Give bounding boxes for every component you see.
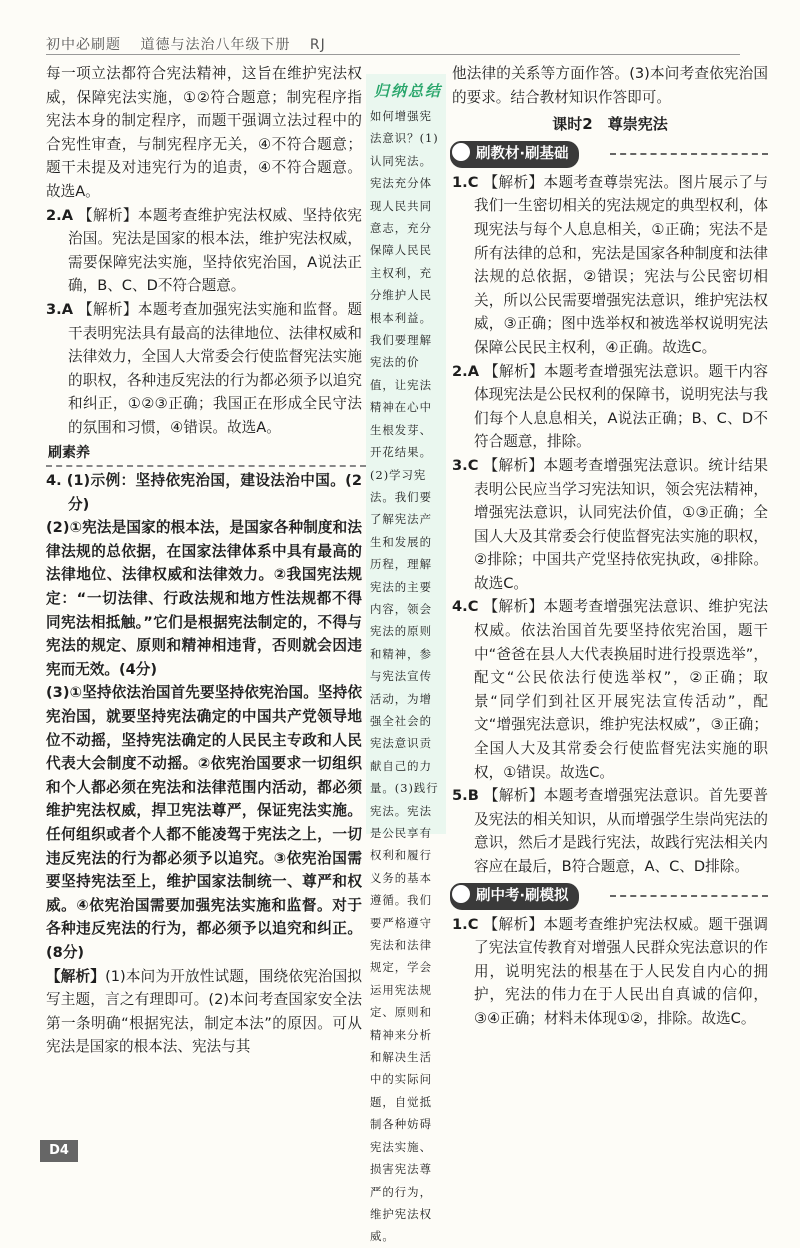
answer-item-3 [46, 298, 362, 440]
answer-item-2 [46, 204, 362, 298]
analysis-text: 本题考查加强宪法实施和监督。题干表明宪法具有最高的法律地位、法律权威和法律效力，全国人大常委会行使监督宪法实施的职权，各种违反宪法的行为都必须予以追究和纠正，①②③正确；我国正在形成全民守法的氛围和习惯，④错误。故选A。 [68, 300, 362, 436]
right-column [452, 62, 768, 1031]
analysis-tag: 【解析】 [78, 300, 138, 318]
item-answer: C [467, 173, 479, 191]
item-answer: C [467, 915, 479, 933]
analysis-text: 本题考查增强宪法意识。题干内容体现宪法是公民权利的保障书，说明宪法与我们每个人息息相关，A说法正确；B、C、D不符合题意，排除。 [474, 362, 768, 451]
analysis-tag: 【解析】 [484, 362, 544, 380]
answer-item-2 [452, 360, 768, 454]
summary-sidebar [366, 74, 446, 1244]
answer-item-4 [452, 595, 768, 784]
sidebar-text: 如何增强宪法意识？(1)认同宪法。宪法充分体现人民共同意志，充分保障人民民主权利，充分维护人民根本利益。我们要理解宪法的价值，让宪法精神在心中生根发芽、开花结果。(2)学习宪法。我们要了解宪法产生和发展的历程，理解宪法的主要内容，领会宪法的原则和精神，参与宪法宣传活动，为增强全社会的宪法意识贡献自己的力量。(3)践行宪法。宪法是公民享有权利和履行义务的基本遵循。我们要严格遵守宪法和法律规定，学会运用宪法规定、原则和精神来分析和解决生活中的实际问题，自觉抵制各种妨碍宪法实施、损害宪法尊严的行为，维护宪法权威。 [370, 109, 439, 1244]
analysis-tag: 【解析】 [483, 456, 544, 474]
banner-dash [610, 895, 768, 897]
running-header [46, 34, 740, 56]
analysis-tag: 【解析】 [78, 206, 138, 224]
item-number: 3. [46, 300, 62, 318]
analysis-tag: 【解析】 [483, 787, 544, 805]
item-number: 2. [46, 206, 62, 224]
lesson-title: 课时2 尊崇宪法 [552, 115, 668, 134]
continued-text: 他法律的关系等方面作答。(3)本问考查依宪治国的要求。结合教材知识作答即可。 [452, 65, 768, 106]
answer-4-analysis [46, 965, 362, 1059]
answer-item-1 [452, 171, 768, 360]
analysis-tag: 【解析】 [483, 173, 544, 191]
answer-item-1 [452, 913, 768, 1031]
section-label-literacy: 刷素养 [46, 442, 366, 468]
analysis-text: 本题考查增强宪法意识。首先要普及宪法的相关知识，从而增强学生崇尚宪法的意识，然后才是践行宪法，故践行宪法相关内容应在最后，B符合题意，A、C、D排除。 [474, 787, 768, 875]
item-number: 1. [452, 915, 468, 933]
analysis-tag: 【解析】 [483, 598, 544, 616]
section-banner-exam [450, 883, 768, 907]
answer-item-3 [452, 454, 768, 596]
banner-label: 刷中考·刷模拟 [450, 883, 579, 911]
item-number: 4. [46, 472, 62, 490]
answer-item-4 [46, 469, 362, 516]
banner-dash [610, 153, 768, 155]
analysis-text: 本题考查维护宪法权威。题干强调了宪法宣传教育对增强人民群众宪法意识的作用，说明宪法的根基在于人民发自内心的拥护，宪法的伟力在于人民出自真诚的信仰，③④正确；材料未体现①②，排除。故选C。 [474, 915, 768, 1027]
banner-circle-icon [450, 141, 472, 163]
analysis-tag: 【解析】 [46, 967, 106, 985]
item-number: 2. [452, 362, 468, 380]
page-number: D4 [40, 1140, 78, 1162]
answer-item-5 [452, 784, 768, 878]
edition-label: RJ [309, 37, 326, 53]
continued-text: 每一项立法都符合宪法精神，这旨在维护宪法权威，保障宪法实施，①②符合题意；制宪程序指宪法本身的制定程序，而题干强调立法过程中的合宪性审查，与制宪程序无关，④不符合题意；题干未提及对违宪行为的追责，④不符合题意。故选A。 [46, 65, 362, 200]
item-number: 3. [452, 456, 468, 474]
banner-circle-icon [450, 883, 472, 905]
analysis-text: 本题考查增强宪法意识。统计结果表明公民应当学习宪法知识，领会宪法精神，增强宪法意识，认同宪法价值，①③正确；全国人大及其常委会行使监督宪法实施的职权，②排除；中国共产党坚持依宪执政，④排除。故选C。 [474, 456, 768, 592]
answer-part-2: (2)①宪法是国家的根本法，是国家各种制度和法律法规的总依据，在国家法律体系中具有最高的法律地位、法律权威和法律效力。②我国宪法规定：“一切法律、行政法规和地方性法规都不得同宪法相抵触。”它们是根据宪法制定的，不得与宪法的规定、原则和精神相违背，否则就会因违宪而无效。(4分) [46, 519, 362, 678]
analysis-tag: 【解析】 [483, 915, 544, 933]
analysis-text: 本题考查尊崇宪法。图片展示了与我们一生密切相关的宪法规定的典型权利，体现宪法与每个人息息相关，①正确；宪法不是所有法律的总和，宪法是国家各种制度和法律法规的总依据，②错误；宪法与公民密切相关，所以公民需要增强宪法意识，维护宪法权威，③正确；图中选举权和被选举权说明宪法保障公民民主权利，④正确。故选C。 [474, 173, 768, 356]
analysis-text: (1)本问为开放性试题，围绕依宪治国拟写主题，言之有理即可。(2)本问考查国家安全法第一条明确“根据宪法，制定本法”的原因。可从宪法是国家的根本法、宪法与其 [46, 967, 362, 1056]
item-answer: C [467, 456, 479, 474]
analysis-text: 本题考查维护宪法权威、坚持依宪治国。宪法是国家的根本法，维护宪法权威，需要保障宪法实施，坚持依宪治国，A说法正确，B、C、D不符合题意。 [68, 206, 362, 295]
item-answer: C [467, 598, 479, 616]
item-answer: B [467, 787, 479, 805]
book-title: 初中必刷题 [46, 37, 121, 53]
left-column [46, 62, 362, 1059]
item-answer: A [61, 206, 73, 224]
analysis-text: 本题考查增强宪法意识、维护宪法权威。依法治国首先要坚持依宪治国，题干中“爸爸在县人大代表换届时进行投票选举”，配文“公民依法行使选举权”，②正确；取景“同学们到社区开展宪法宣传活动”，配文“增强宪法意识，维护宪法权威”，③正确；全国人大及其常委会行使监督宪法实施的职权，①错误。故选C。 [474, 598, 768, 781]
sidebar-title: 归纳总结 [374, 82, 443, 100]
item-number: 4. [452, 598, 468, 616]
item-number: 1. [452, 173, 468, 191]
item-number: 5. [452, 787, 468, 805]
answer-part-3: (3)①坚持依法治国首先要坚持依宪治国。坚持依宪治国，就要坚持宪法确定的中国共产党领导地位不动摇，坚持宪法确定的人民民主专政和人民代表大会制度不动摇。②依宪治国要求一切组织和个人都必须在宪法和法律范围内活动，都必须维护宪法权威，捍卫宪法尊严，保证宪法实施。任何组织或者个人都不能凌驾于宪法之上，一切违反宪法的行为都必须予以追究。③依宪治国需要坚持宪法至上，维护国家法制统一、尊严和权威。④依宪治国需要加强宪法实施和监督。对于各种违反宪法的行为，都必须予以追究和纠正。(8分) [46, 684, 362, 961]
header-divider [46, 54, 740, 55]
item-answer: A [61, 300, 73, 318]
banner-label: 刷教材·刷基础 [450, 141, 579, 169]
section-banner-basics [450, 141, 768, 165]
item-answer: A [467, 362, 479, 380]
subject-title: 道德与法治八年级下册 [140, 37, 291, 53]
answer-part-1: (1)示例：坚持依宪治国，建设法治中国。(2分) [66, 472, 363, 513]
